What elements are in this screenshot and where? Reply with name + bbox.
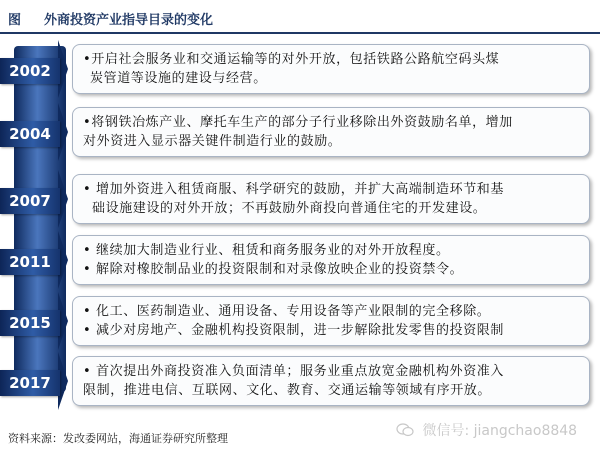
watermark bbox=[396, 420, 577, 440]
description-line: • 化工、医药制造业、通用设备、专用设备等产业限制的完全移除。 bbox=[83, 304, 491, 319]
description-line: 炭管道等设施的建设与经营。 bbox=[90, 71, 267, 86]
description-line: • 继续加大制造业行业、租赁和商务服务业的对外开放程度。 bbox=[83, 243, 450, 258]
timeline-row-2011 bbox=[0, 231, 600, 289]
timeline-row-2002 bbox=[0, 40, 600, 98]
year-label: 2004 bbox=[0, 121, 60, 147]
timeline-row-2015 bbox=[0, 292, 600, 350]
description-card bbox=[72, 44, 590, 94]
year-label: 2015 bbox=[0, 310, 60, 336]
description-line: 础设施建设的对外开放；不再鼓励外商投向普通住宅的开发建设。 bbox=[92, 201, 487, 216]
description-card bbox=[72, 174, 590, 224]
year-label: 2017 bbox=[0, 370, 60, 396]
description-card bbox=[72, 235, 590, 285]
timeline-row-2004 bbox=[0, 103, 600, 161]
description-line: 限制，推进电信、互联网、文化、教育、交通运输等领域有序开放。 bbox=[83, 383, 492, 398]
description-line: • 减少对房地产、金融机构投资限制，进一步解除批发零售的投资限制 bbox=[83, 323, 505, 338]
figure-label: 图 bbox=[8, 13, 22, 28]
wechat-icon bbox=[396, 423, 414, 437]
timeline-row-2007 bbox=[0, 170, 600, 228]
timeline-row-2017 bbox=[0, 352, 600, 410]
description-line: 对外资进入显示器关键件制造行业的鼓励。 bbox=[83, 134, 342, 149]
figure-title: 外商投资产业指导目录的变化 bbox=[44, 13, 214, 28]
source-note: 资料来源：发改委网站，海通证券研究所整理 bbox=[8, 432, 228, 445]
watermark-text: 微信号: jiangchao8848 bbox=[422, 423, 578, 439]
description-line: • 解除对橡胶制品业的投资限制和对录像放映企业的投资禁令。 bbox=[83, 262, 464, 277]
description-line: • 首次提出外商投资准入负面清单；服务业重点放宽金融机构外资准入 bbox=[83, 364, 505, 379]
year-label: 2007 bbox=[0, 188, 60, 214]
description-card bbox=[72, 107, 590, 157]
description-line: •将钢铁冶炼产业、摩托车生产的部分子行业移除出外资鼓励名单，增加 bbox=[83, 115, 513, 130]
year-label: 2002 bbox=[0, 58, 60, 84]
description-card bbox=[72, 356, 590, 406]
year-label: 2011 bbox=[0, 249, 60, 275]
description-line: •开启社会服务业和交通运输等的对外开放，包括铁路公路航空码头煤 bbox=[83, 52, 500, 67]
description-card bbox=[72, 296, 590, 346]
figure-header bbox=[0, 0, 600, 34]
description-line: • 增加外资进入租赁商服、科学研究的鼓励，并扩大高端制造环节和基 bbox=[83, 182, 505, 197]
